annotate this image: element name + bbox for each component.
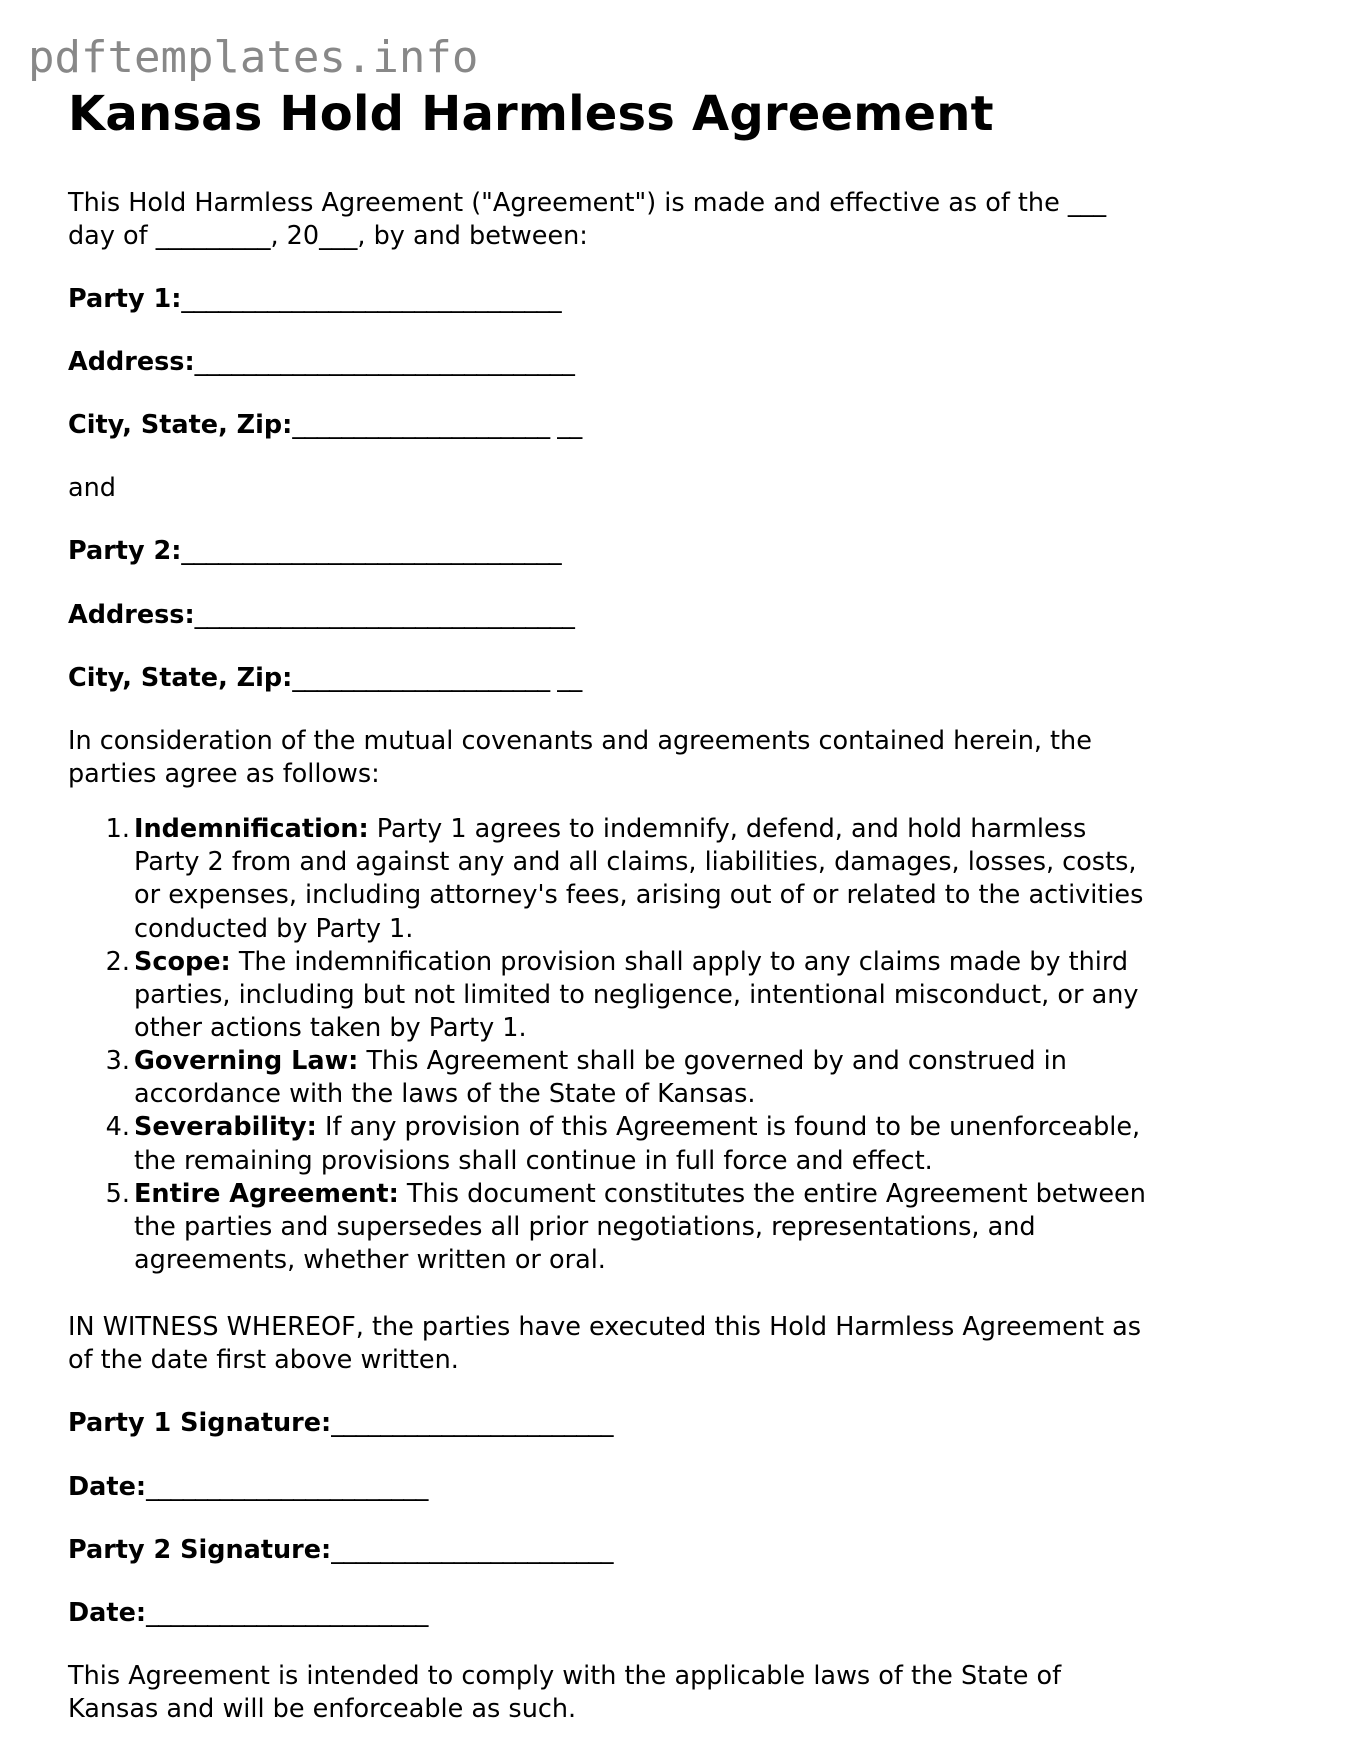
clause-term: Governing Law: xyxy=(134,1046,359,1077)
spacer xyxy=(68,505,1150,535)
party1-citystatezip-blank[interactable]: _____________________ __ xyxy=(292,410,582,441)
clause-text: This document constitutes the entire Agreement between the parties and supersedes all prior negotiations, representations, and agreements, whether written or oral. xyxy=(134,1178,1146,1275)
clause-term: Indemnification: xyxy=(134,814,369,845)
intro-paragraph: This Hold Harmless Agreement ("Agreement") is made and effective as of the ___ day of _________, 20___, by and between: xyxy=(68,187,1107,251)
consideration-paragraph: In consideration of the mutual covenants and agreements contained herein, the parties agree as follows: xyxy=(68,725,1092,790)
party2-signature-blank[interactable]: _______________________ xyxy=(331,1534,613,1565)
party1-citystatezip-row xyxy=(68,409,1150,442)
party2-citystatezip-label: City, State, Zip: xyxy=(68,662,293,693)
party1-name-row xyxy=(68,283,1150,316)
party1-name-label: Party 1: xyxy=(68,283,182,314)
party1-signature-blank[interactable]: _______________________ xyxy=(331,1408,613,1439)
list-item xyxy=(68,813,1150,946)
list-item xyxy=(68,1111,1150,1177)
party2-address-row xyxy=(68,599,1150,632)
spacer xyxy=(68,569,1150,599)
party2-date-label: Date: xyxy=(68,1597,147,1628)
party1-address-row xyxy=(68,346,1150,379)
spacer xyxy=(68,791,1150,813)
party2-name-row xyxy=(68,535,1150,568)
party1-signature-label: Party 1 Signature: xyxy=(68,1408,332,1439)
clause-list xyxy=(68,813,1150,1277)
spacer xyxy=(68,379,1150,409)
party1-date-blank[interactable]: _______________________ xyxy=(146,1471,428,1502)
spacer xyxy=(68,695,1150,725)
clause-text: The indemnification provision shall apply to any claims made by third parties, including but not limited to negligence, intentional misconduct, or any other actions taken by Party 1. xyxy=(134,946,1139,1044)
party2-citystatezip-row xyxy=(68,662,1150,695)
party2-address-blank[interactable]: _______________________________ xyxy=(194,599,575,630)
spacer xyxy=(68,1441,1150,1471)
party1-citystatezip-label: City, State, Zip: xyxy=(68,410,293,441)
party1-date-label: Date: xyxy=(68,1471,147,1502)
spacer xyxy=(68,1504,1150,1534)
list-item xyxy=(68,1045,1150,1111)
party1-address-blank[interactable]: _______________________________ xyxy=(194,347,575,378)
party2-date-row xyxy=(68,1597,1150,1630)
party1-signature-row xyxy=(68,1407,1150,1440)
party1-name-blank[interactable]: _______________________________ xyxy=(181,283,562,314)
spacer xyxy=(68,1277,1150,1311)
party1-date-row xyxy=(68,1471,1150,1504)
clause-text: Party 1 agrees to indemnify, defend, and hold harmless Party 2 from and against any and all claims, liabilities, damages, losses, costs, or expenses, including attorney's fees, arising out of or related to the activities conducted by Party 1. xyxy=(134,814,1144,944)
clause-term: Severability: xyxy=(134,1112,317,1143)
conjunction-and: and xyxy=(68,473,116,504)
spacer xyxy=(68,442,1150,472)
clause-text: If any provision of this Agreement is found to be unenforceable, the remaining provisions shall continue in full force and effect. xyxy=(134,1112,1141,1176)
list-item xyxy=(68,946,1150,1045)
spacer xyxy=(68,1377,1150,1407)
party2-address-label: Address: xyxy=(68,599,195,630)
party1-address-label: Address: xyxy=(68,347,195,378)
clause-term: Scope: xyxy=(134,946,231,977)
clause-term: Entire Agreement: xyxy=(134,1178,399,1209)
party2-date-blank[interactable]: _______________________ xyxy=(146,1597,428,1628)
list-item xyxy=(68,1178,1150,1277)
closing-paragraph: This Agreement is intended to comply with the applicable laws of the State of Kansas and will be enforceable as such. xyxy=(68,1660,1062,1725)
spacer xyxy=(68,1630,1150,1660)
site-watermark: pdftemplates.info xyxy=(28,32,479,83)
party2-signature-label: Party 2 Signature: xyxy=(68,1534,332,1565)
witness-paragraph: IN WITNESS WHEREOF, the parties have executed this Hold Harmless Agreement as of the date first above written. xyxy=(68,1312,1141,1376)
spacer xyxy=(68,316,1150,346)
page-title: Kansas Hold Harmless Agreement xyxy=(68,86,994,142)
spacer xyxy=(68,632,1150,662)
spacer xyxy=(68,253,1150,283)
spacer xyxy=(68,143,1150,187)
document-content xyxy=(68,86,1150,1726)
party2-signature-row xyxy=(68,1534,1150,1567)
party2-citystatezip-blank[interactable]: _____________________ __ xyxy=(292,662,582,693)
signature-block xyxy=(68,1407,1150,1630)
clause-text: This Agreement shall be governed by and construed in accordance with the laws of the State of Kansas. xyxy=(134,1046,1067,1110)
party2-name-blank[interactable]: _______________________________ xyxy=(181,536,562,567)
spacer xyxy=(68,1567,1150,1597)
party2-name-label: Party 2: xyxy=(68,536,182,567)
